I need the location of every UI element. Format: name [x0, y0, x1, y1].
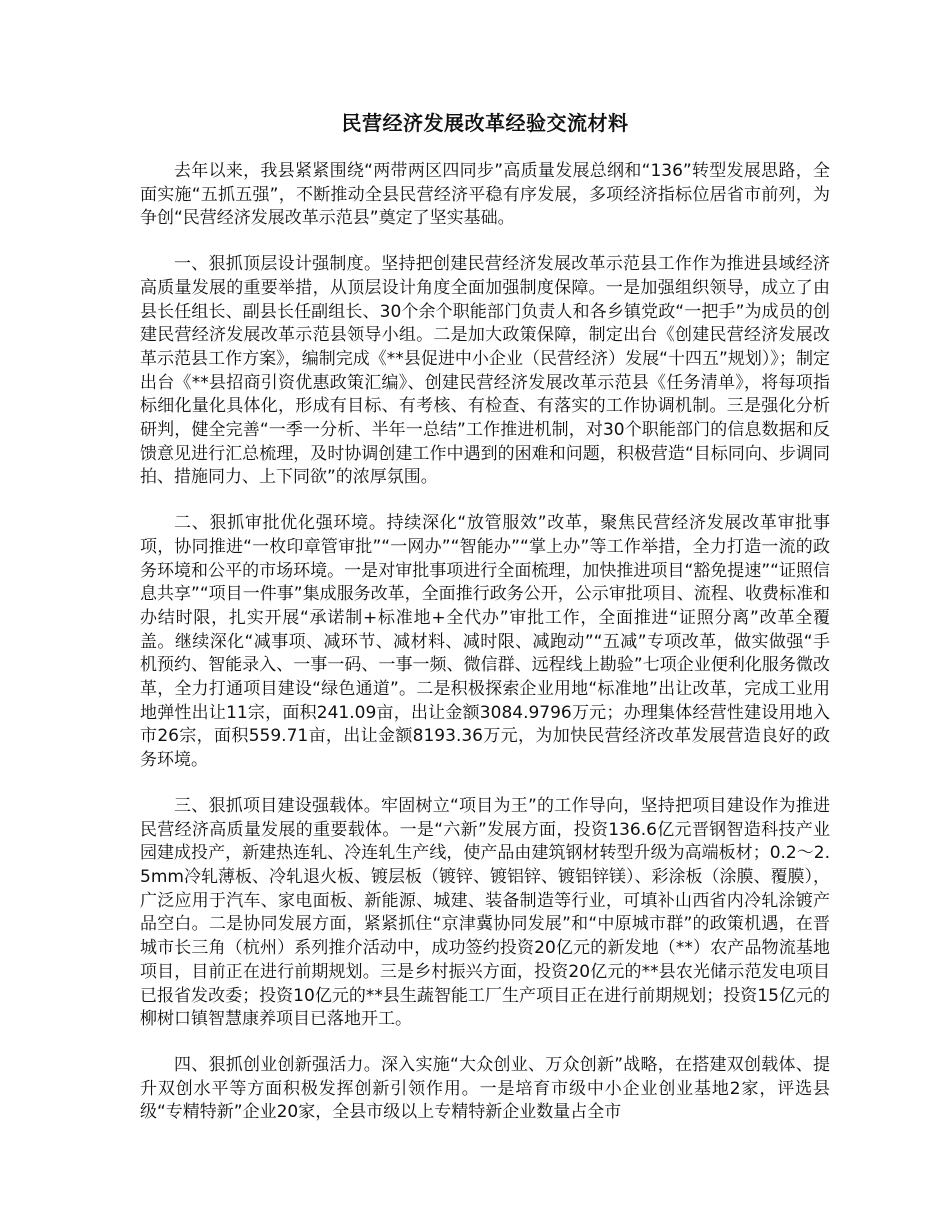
section-1-paragraph: 一、狠抓顶层设计强制度。坚持把创建民营经济发展改革示范县工作作为推进县域经济高质量发展的重要举措，从顶层设计角度全面加强制度保障。一是加强组织领导，成立了由县长任组长、副县长任副组长、30个余个职能部门负责人和各乡镇党政“一把手”为成员的创建民营经济发展改革示范县领导小组。二是加大政策保障，制定出台《创建民营经济发展改革示范县工作方案》，编制完成《**县促进中小企业（民营经济）发展“十四五”规划）》；制定出台《**县招商引资优惠政策汇编》、创建民营经济发展改革示范县《任务清单》，将每项指标细化量化具体化，形成有目标、有考核、有检查、有落实的工作协调机制。三是强化分析研判，健全完善“一季一分析、半年一总结”工作推进机制，对30个职能部门的信息数据和反馈意见进行汇总梳理，及时协调创建工作中遇到的困难和问题，积极营造“目标同向、步调同拍、措施同力、上下同欲”的浓厚氛围。	[140, 254, 830, 488]
section-4-paragraph: 四、狠抓创业创新强活力。深入实施“大众创业、万众创新”战略，在搭建双创载体、提升双创水平等方面积极发挥创新引领作用。一是培育市级中小企业创业基地2家，评选县级“专精特新”企业20家，全县市级以上专精特新企业数量占全市	[140, 1054, 830, 1123]
section-3-paragraph: 三、狠抓项目建设强载体。牢固树立“项目为王”的工作导向，坚持把项目建设作为推进民营经济高质量发展的重要载体。一是“六新”发展方面，投资136.6亿元晋钢智造科技产业园建成投产，新建热连轧、冷连轧生产线，使产品由建筑钢材转型升级为高端板材；0.2～2.5mm冷轧薄板、冷轧退火板、镀层板（镀锌、镀铝锌、镀铝锌镁）、彩涂板（涂膜、覆膜），广泛应用于汽车、家电面板、新能源、城建、装备制造等行业，可填补山西省内冷轧涂镀产品空白。二是协同发展方面，紧紧抓住“京津冀协同发展”和“中原城市群”的政策机遇，在晋城市长三角（杭州）系列推介活动中，成功签约投资20亿元的新发地（**）农产品物流基地项目，目前正在进行前期规划。三是乡村振兴方面，投资20亿元的**县农光储示范发电项目已报省发改委；投资10亿元的**县生蔬智能工厂生产项目正在进行前期规划；投资15亿元的柳树口镇智慧康养项目已落地开工。	[140, 795, 830, 1030]
intro-paragraph: 去年以来，我县紧紧围绕“两带两区四同步”高质量发展总纲和“136”转型发展思路，全面实施“五抓五强”，不断推动全县民营经济平稳有序发展，多项经济指标位居省市前列，为争创“民营经济发展改革示范县”奠定了坚实基础。	[140, 161, 830, 229]
document-title: 民营经济发展改革经验交流材料	[341, 111, 629, 135]
section-2-paragraph: 二、狠抓审批优化强环境。持续深化“放管服效”改革，聚焦民营经济发展改革审批事项，协同推进“一枚印章管审批”“一网办”“智能办”“掌上办”等工作举措，全力打造一流的政务环境和公平的市场环境。一是对审批事项进行全面梳理，加快推进项目“豁免提速”“证照信息共享”“项目一件事”集成服务改革，全面推行政务公开，公示审批项目、流程、收费标准和办结时限，扎实开展“承诺制+标准地+全代办”审批工作，全面推进“证照分离”改革全覆盖。继续深化“减事项、减环节、减材料、减时限、减跑动”“五减”专项改革，做实做强“手机预约、智能录入、一事一码、一事一频、微信群、远程线上勘验”七项企业便利化服务微改革，全力打通项目建设“绿色通道”。二是积极探索企业用地“标准地”出让改革，完成工业用地弹性出让11宗，面积241.09亩，出让金额3084.9796万元；办理集体经营性建设用地入市26宗，面积559.71亩，出让金额8193.36万元，为加快民营经济改革发展营造良好的政务环境。	[140, 513, 830, 771]
